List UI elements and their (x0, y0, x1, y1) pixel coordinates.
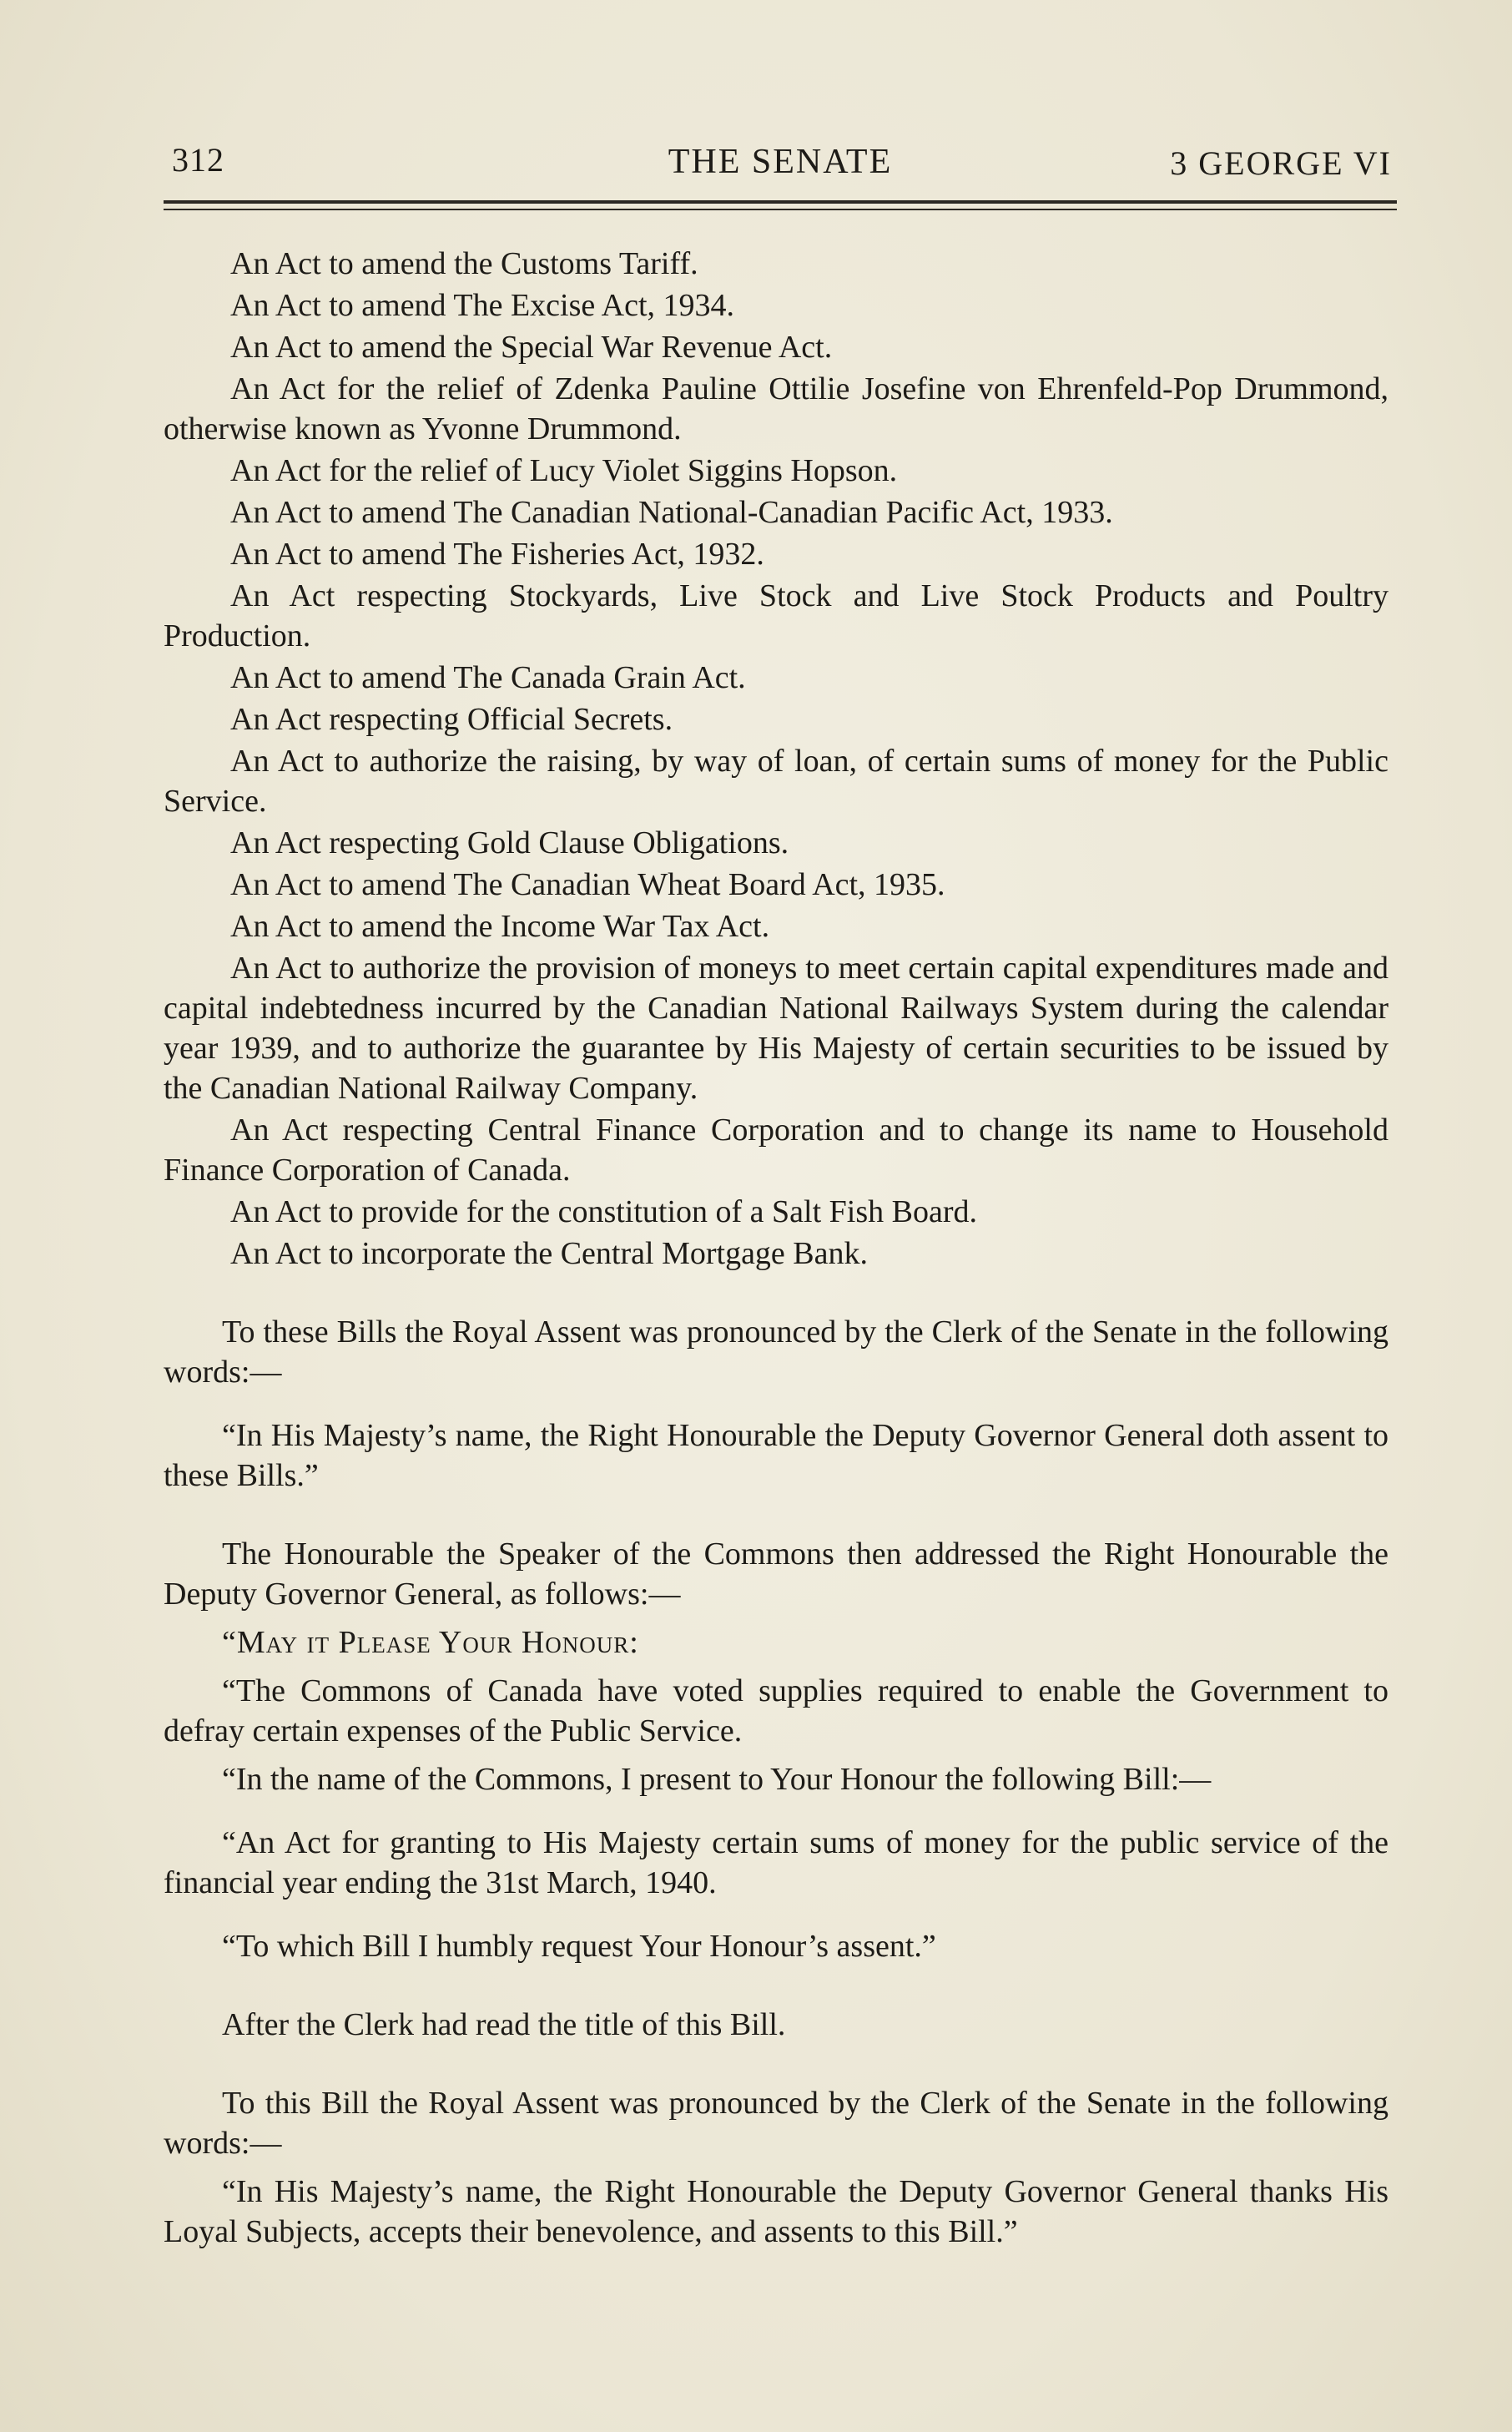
request-assent-paragraph: “To which Bill I humbly request Your Honour’s assent.” (222, 1929, 936, 1964)
header-rule-thin (164, 209, 1397, 210)
act-title: An Act respecting Official Secrets. (230, 702, 673, 737)
salutation: “May it Please Your Honour: (222, 1625, 639, 1660)
act-title: An Act to amend The Canada Grain Act. (230, 660, 746, 695)
present-bill-paragraph: “In the name of the Commons, I present to Your Honour the following Bill:— (222, 1762, 1212, 1797)
act-title: An Act respecting Stockyards, Live Stock and Live Stock Products and Poultry Production. (164, 578, 1389, 653)
assent-intro-paragraph: To these Bills the Royal Assent was pronounced by the Clerk of the Senate in the following words:— (164, 1314, 1389, 1390)
page-header (164, 132, 1397, 182)
act-title: An Act to amend The Canadian Wheat Board Act, 1935. (230, 867, 945, 902)
act-title: An Act to provide for the constitution of a Salt Fish Board. (230, 1194, 978, 1229)
assent-words-paragraph: “In His Majesty’s name, the Right Honourable the Deputy Governor General doth assent to these Bills.” (164, 1418, 1389, 1493)
act-title: An Act to amend The Fisheries Act, 1932. (230, 537, 764, 572)
speaker-intro-paragraph: The Honourable the Speaker of the Commons then addressed the Right Honourable the Deputy Governor General, as follows:— (164, 1536, 1389, 1612)
final-assent-intro-paragraph: To this Bill the Royal Assent was pronounced by the Clerk of the Senate in the following words:— (164, 2086, 1389, 2161)
regnal-year: 3 GEORGE VI (1170, 144, 1392, 182)
running-title: THE SENATE (668, 143, 893, 181)
act-title: An Act to amend The Excise Act, 1934. (230, 288, 735, 323)
acts-list (164, 244, 1389, 1274)
final-assent-words-paragraph: “In His Majesty’s name, the Right Honourable the Deputy Governor General thanks His Loyal Subjects, accepts their benevolence, and assents to this Bill.” (164, 2174, 1389, 2249)
header-rule-thick (164, 200, 1397, 204)
act-title: An Act to amend the Customs Tariff. (230, 246, 698, 281)
bill-title-paragraph: “An Act for granting to His Majesty certain sums of money for the public service of the financial year ending the 31st March, 1940. (164, 1825, 1389, 1900)
act-title: An Act for the relief of Lucy Violet Siggins Hopson. (230, 453, 898, 488)
page-body (164, 244, 1389, 2252)
act-title: An Act for the relief of Zdenka Pauline Ottilie Josefine von Ehrenfeld-Pop Drummond, otherwise known as Yvonne Drummond. (164, 371, 1389, 447)
act-title: An Act to authorize the provision of moneys to meet certain capital expenditures made and capital indebtedness incurred by the Canadian National Railways System during the calendar year 1939, and to authorize the guarantee by His Majesty of certain securities to be issued by the Canadian National Railway Company. (164, 951, 1389, 1106)
page-number: 312 (172, 141, 224, 179)
supplies-paragraph: “The Commons of Canada have voted supplies required to enable the Government to defray certain expenses of the Public Service. (164, 1673, 1389, 1748)
act-title: An Act to incorporate the Central Mortgage Bank. (230, 1236, 869, 1271)
act-title: An Act respecting Gold Clause Obligations. (230, 825, 789, 860)
act-title: An Act to amend the Income War Tax Act. (230, 909, 770, 944)
act-title: An Act to amend The Canadian National-Canadian Pacific Act, 1933. (230, 495, 1113, 530)
act-title: An Act to authorize the raising, by way of loan, of certain sums of money for the Public Service. (164, 744, 1389, 819)
clerk-read-paragraph: After the Clerk had read the title of this Bill. (222, 2007, 786, 2042)
act-title: An Act to amend the Special War Revenue Act. (230, 330, 833, 365)
act-title: An Act respecting Central Finance Corporation and to change its name to Household Finance Corporation of Canada. (164, 1113, 1389, 1188)
